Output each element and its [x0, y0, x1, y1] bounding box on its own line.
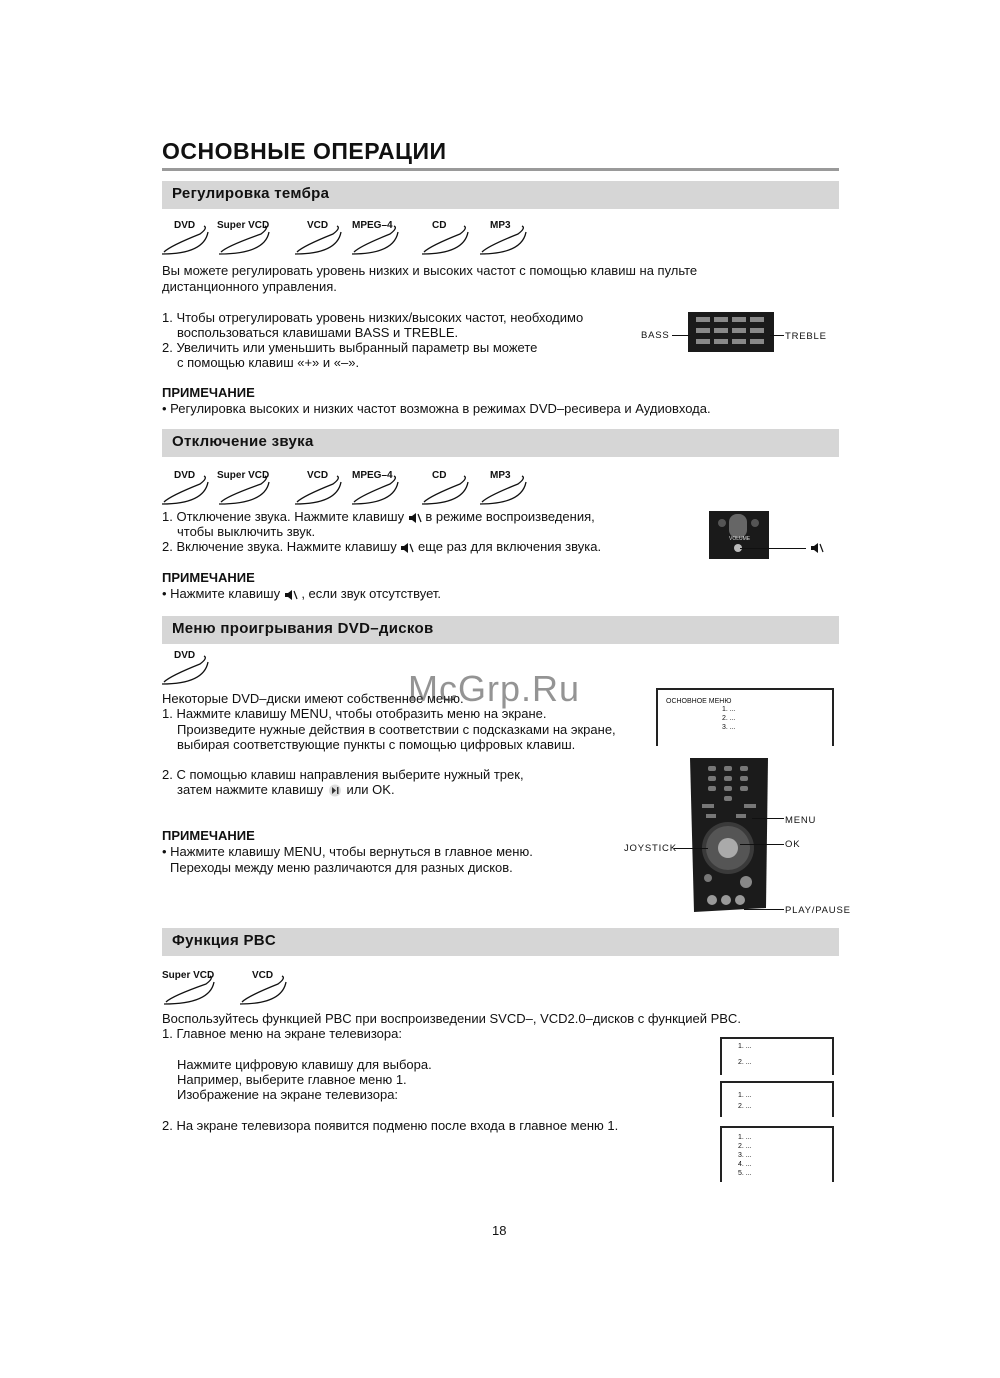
mute-note-heading: ПРИМЕЧАНИЕ [162, 570, 255, 585]
dvdmenu-note-heading: ПРИМЕЧАНИЕ [162, 828, 255, 843]
pbc-line-5: Изображение на экране телевизора: [177, 1087, 399, 1102]
mute-step-1: 1. Отключение звука. Нажмите клавишу в режиме воспроизведения, [162, 509, 595, 524]
section-heading-mute: Отключение звука [162, 429, 839, 457]
tv-screen-main-menu: ОСНОВНОЕ МЕНЮ 1. ... 2. ... 3. ... [656, 688, 834, 746]
dvdmenu-line-1: Некоторые DVD–диски имеют собственное меню. [162, 691, 464, 706]
tone-note: • Регулировка высоких и низких частот возможна в режимах DVD–ресивера и Аудиовхода. [162, 401, 711, 416]
mute-step-1c: чтобы выключить звук. [177, 524, 316, 539]
mute-icon [400, 542, 414, 554]
title-rule [162, 168, 839, 171]
dvdmenu-step-2: 2. С помощью клавиш направления выберите нужный трек, [162, 767, 524, 782]
callout-bass: BASS [641, 330, 670, 341]
mute-step-2: 2. Включение звука. Нажмите клавишу еще раз для включения звука. [162, 539, 602, 554]
tone-intro-2: дистанционного управления. [162, 279, 337, 294]
tone-step-1b: воспользоваться клавишами BASS и TREBLE. [177, 325, 459, 340]
tv-screen-pbc-2: 1. ... 2. ... [720, 1081, 834, 1117]
pbc-line-6: 2. На экране телевизора появится подменю после входа в главное меню 1. [162, 1118, 619, 1133]
tone-note-heading: ПРИМЕЧАНИЕ [162, 385, 255, 400]
page-number: 18 [492, 1223, 507, 1238]
disc-badges-pbc: Super VCD VCD [160, 970, 310, 1010]
section-heading-pbc: Функция PBC [162, 928, 839, 956]
tone-step-2b: с помощью клавиш «+» и «–». [177, 355, 360, 370]
tone-step-1: 1. Чтобы отрегулировать уровень низких/высоких частот, необходимо [162, 310, 584, 325]
callout-treble: TREBLE [785, 331, 827, 342]
page-title: ОСНОВНЫЕ ОПЕРАЦИИ [162, 138, 447, 164]
disc-badges-mute: DVD Super VCD VCD MPEG–4 CD MP3 [160, 470, 480, 510]
watermark: McGrp.Ru [408, 668, 581, 709]
callout-menu: MENU [785, 815, 817, 826]
section-heading-tone: Регулировка тембра [162, 181, 839, 209]
tv-screen-pbc-3: 1. ... 2. ... 3. ... 4. ... 5. ... [720, 1126, 834, 1182]
callout-play-pause: PLAY/PAUSE [785, 905, 851, 916]
mute-icon [810, 542, 824, 554]
section-heading-dvd-menu: Меню проигрывания DVD–дисков [162, 616, 839, 644]
dvdmenu-note-2: Переходы между меню различаются для разных дисков. [170, 860, 513, 875]
dvdmenu-line-2: 1. Нажмите клавишу MENU, чтобы отобразить меню на экране. [162, 706, 547, 721]
mute-note: • Нажмите клавишу , если звук отсутствует. [162, 586, 442, 601]
callout-joystick: JOYSTICK [624, 843, 677, 854]
tv-screen-pbc-1: 1. ... 2. ... [720, 1037, 834, 1075]
pbc-line-4: Например, выберите главное меню 1. [177, 1072, 407, 1087]
mute-icon [408, 512, 422, 524]
mute-icon [284, 589, 298, 601]
dvdmenu-step-2b: затем нажмите клавишу или OK. [177, 782, 395, 797]
play-pause-icon [327, 784, 343, 797]
dvdmenu-line-3: Произведите нужные действия в соответствии с подсказками на экране, [177, 722, 616, 737]
pbc-line-1: Воспользуйтесь функцией PBC при воспроизведении SVCD–, VCD2.0–дисков с функцией PBC. [162, 1011, 741, 1026]
pbc-line-3: Нажмите цифровую клавишу для выбора. [177, 1057, 432, 1072]
remote-navigation-image [688, 758, 770, 912]
pbc-line-2: 1. Главное меню на экране телевизора: [162, 1026, 402, 1041]
tone-step-2: 2. Увеличить или уменьшить выбранный параметр вы можете [162, 340, 538, 355]
dvdmenu-line-4: выбирая соответствующие пункты с помощью цифровых клавиш. [177, 737, 576, 752]
remote-bass-treble-image [688, 312, 774, 352]
tone-intro-1: Вы можете регулировать уровень низких и высоких частот с помощью клавиш на пульте [162, 263, 698, 278]
disc-badges-dvd-menu: DVD [160, 650, 220, 690]
disc-badges-tone: DVD Super VCD VCD MPEG–4 CD MP3 [160, 220, 480, 260]
dvdmenu-note-1: • Нажмите клавишу MENU, чтобы вернуться в главное меню. [162, 844, 533, 859]
remote-volume-image: VOLUME [709, 511, 769, 559]
callout-ok: OK [785, 839, 801, 850]
